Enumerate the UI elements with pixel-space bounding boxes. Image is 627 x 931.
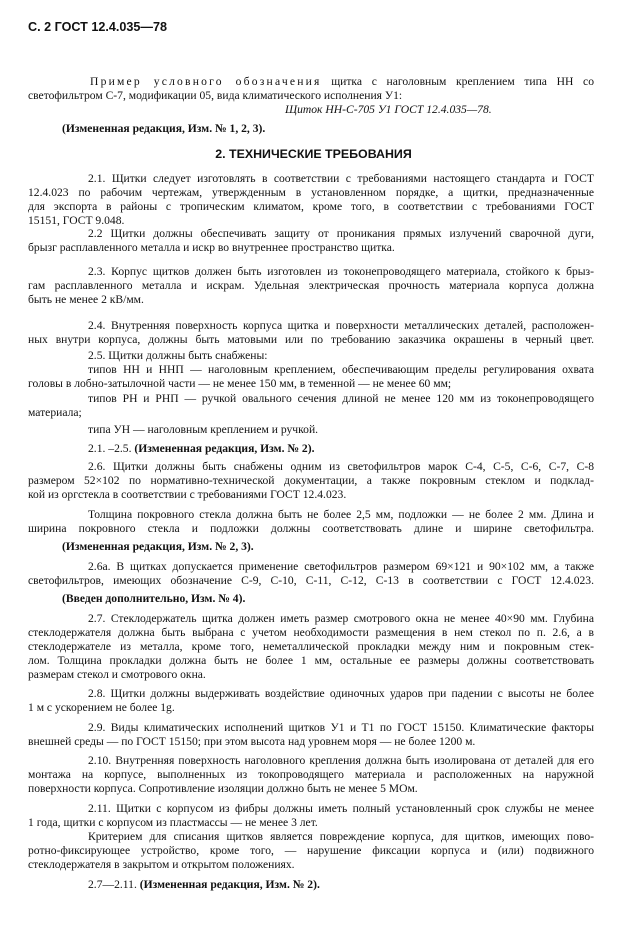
line-text: 2.6. Щитки должны быть снабжены одним из светофильтров марок С-4, С-5, С-6, С-7, С-8 — [88, 460, 594, 473]
text-line — [88, 423, 594, 437]
line-text: 1 м с ускорением не более 1g. — [28, 701, 175, 714]
text-line — [28, 654, 594, 668]
text-line — [28, 377, 594, 391]
line-text: ротно-фиксирующее устройство, кроме того, — нарушение фиксации корпуса и (или) подвижного — [28, 844, 594, 857]
line-text: 12.4.023 по рабочим чертежам, утвержденным в установленном порядке, а щитки, предназначенные — [28, 186, 594, 199]
text-line — [28, 200, 594, 214]
line-text: типов РН и РНП — ручкой овального сечения длиной не менее 120 мм из токонепроводящего — [88, 392, 594, 405]
text-line — [88, 802, 594, 816]
line-text: светофильтров, имеющих обозначение С-9, С-10, С-11, С-12, С-13 в соответствии с ГОСТ 12.4.023. — [28, 574, 594, 587]
text-line — [28, 279, 594, 293]
line-text: головы в лобно-затылочной части — не менее 150 мм, в теменной — не менее 60 мм; — [28, 377, 452, 390]
text-line — [88, 754, 594, 768]
line-text: стеклодержателя должна быть выбрана с учетом необходимости размещения в нем стекол по п. 2.6, а в — [28, 626, 594, 639]
line-text: внешней среды — по ГОСТ 15150; при этом высота над уровнем моря — не более 1200 м. — [28, 735, 476, 748]
line-text: гам расплавленного металла и искрам. Удельная электрическая прочность материала корпуса должна — [28, 279, 594, 292]
text-line — [28, 668, 594, 682]
text-line — [28, 735, 594, 749]
line-text: ширина покровного стекла и подложки должны соответствовать длине и ширине светофильтра. — [28, 522, 594, 535]
text-line — [88, 560, 594, 574]
edit-note: (Измененная редакция, Изм. № 2). — [139, 878, 320, 891]
text-line — [88, 392, 594, 406]
text-line — [28, 186, 594, 200]
page-header: С. 2 ГОСТ 12.4.035—78 — [28, 20, 167, 34]
edit-note: (Измененная редакция, Изм. № 2). — [134, 442, 315, 455]
text-line — [28, 522, 594, 536]
line-text: поверхности корпуса. Сопротивление изоляции должно быть не менее 5 МОм. — [28, 782, 418, 795]
edit-note: (Измененная редакция, Изм. № 2, 3). — [62, 540, 254, 553]
text-line — [28, 241, 594, 255]
text-line — [28, 293, 594, 307]
line-text: типов НН и ННП — наголовным креплением, обеспечивающим пределы регулирования охвата — [88, 363, 594, 376]
line-text: 15151, ГОСТ 9.048. — [28, 214, 125, 227]
text-line — [88, 460, 594, 474]
line-text: стеклодержателе из металла, кроме того, неметаллической прокладки между ним и покровным стек- — [28, 640, 594, 653]
line-text: лом. Толщина прокладки должна быть не более 1 мм, остальные ее размеры должны соответствовать — [28, 654, 594, 667]
line-text: 2.10. Внутренняя поверхность наголовного крепления должна быть изолирована от деталей для его — [88, 754, 594, 767]
line-text: брызг расплавленного металла и искр во внутреннее пространство щитка. — [28, 241, 395, 254]
line-text: 2.1. –2.5. — [88, 442, 135, 455]
text-line — [88, 442, 594, 456]
line-text: 2.8. Щитки должны выдерживать воздействие одиночных ударов при падении с высоты не более — [88, 687, 594, 700]
line-text: материала; — [28, 406, 82, 419]
text-line — [28, 782, 594, 796]
line-text: 2.6а. В щитках допускается применение светофильтров размером 69×121 и 90×102 мм, а также — [88, 560, 594, 573]
line-text: 2.4. Внутренняя поверхность корпуса щитка и поверхности металлических деталей, расположен- — [88, 319, 594, 332]
text-line — [88, 265, 594, 279]
text-line — [28, 214, 594, 228]
example-edit-note: (Измененная редакция, Изм. № 1, 2, 3). — [62, 122, 266, 135]
text-line — [88, 349, 594, 363]
example-designation: Щиток НН-С-705 У1 ГОСТ 12.4.035—78. — [285, 103, 492, 116]
line-text: 1 года, щитки с корпусом из пластмассы — не менее 3 лет. — [28, 816, 318, 829]
line-text: монтажа на корпусе, выполненных из токопроводящего материала и расположенных на наружной — [28, 768, 594, 781]
text-line — [28, 640, 594, 654]
text-line — [88, 227, 594, 241]
text-line — [88, 687, 594, 701]
text-line — [88, 172, 594, 186]
text-line — [88, 508, 594, 522]
line-text: 2.5. Щитки должны быть снабжены: — [88, 349, 268, 362]
text-line — [88, 363, 594, 377]
line-text: быть не менее 2 кВ/мм. — [28, 293, 144, 306]
line-text: размером 52×102 по нормативно-технической документации, а также покровным стеклом и подклад- — [28, 474, 594, 487]
line-text: 2.7. Стеклодержатель щитка должен иметь размер смотрового окна не менее 40×90 мм. Глубина — [88, 612, 594, 625]
line-text: ных внутри корпуса, должны быть матовыми или по требованию заказчика окрашены в черный цвет. — [28, 333, 594, 346]
line-text: 2.3. Корпус щитков должен быть изготовлен из токонепроводящего материала, стойкого к брыз- — [88, 265, 594, 278]
text-line — [28, 768, 594, 782]
text-line — [88, 830, 594, 844]
text-line — [28, 858, 594, 872]
text-line — [28, 333, 594, 347]
line-text: 2.9. Виды климатических исполнений щитков У1 и Т1 по ГОСТ 15150. Климатические факторы — [88, 721, 594, 734]
line-text: 2.2 Щитки должны обеспечивать защиту от проникания прямых излучений сварочной дуги, — [88, 227, 594, 240]
text-line — [28, 626, 594, 640]
text-line — [28, 844, 594, 858]
line-text: Критерием для списания щитков является повреждение корпуса, для щитков, имеющих пово- — [88, 830, 594, 843]
text-line — [62, 592, 594, 606]
text-line — [28, 574, 594, 588]
example-line-2: светофильтром С-7, модификации 05, вида климатического исполнения У1: — [28, 89, 403, 102]
text-line — [88, 319, 594, 333]
text-line — [28, 701, 594, 715]
text-line — [88, 878, 594, 892]
line-text: 2.1. Щитки следует изготовлять в соответствии с требованиями настоящего стандарта и ГОСТ — [88, 172, 594, 185]
text-line — [62, 540, 594, 554]
line-text: Толщина покровного стекла должна быть не более 2,5 мм, подложки — не более 2 мм. Длина и — [88, 508, 594, 521]
text-line — [28, 816, 594, 830]
text-line — [28, 488, 594, 502]
line-text: 2.7—2.11. — [88, 878, 140, 891]
section-title: 2. ТЕХНИЧЕСКИЕ ТРЕБОВАНИЯ — [215, 147, 412, 161]
line-text: кой из оргстекла в соответствии с требованиями ГОСТ 12.4.023. — [28, 488, 347, 501]
example-line-1 — [90, 75, 594, 89]
text-line — [28, 406, 594, 420]
text-line — [88, 612, 594, 626]
edit-note: (Введен дополнительно, Изм. № 4). — [62, 592, 246, 605]
line-text: размерам стекол и смотрового окна. — [28, 668, 206, 681]
text-line — [28, 474, 594, 488]
line-text: типа УН — наголовным креплением и ручкой. — [88, 423, 319, 436]
text-line — [88, 721, 594, 735]
line-text: 2.11. Щитки с корпусом из фибры должны иметь полный установленный срок службы не менее — [88, 802, 594, 815]
example-caption: Пример условного обозначения — [90, 75, 322, 88]
line-text: стеклодержателя в закрытом и открытом положениях. — [28, 858, 295, 871]
example-line-1-rest: щитка с наголовным креплением типа НН со — [321, 75, 594, 88]
line-text: для экспорта в районы с тропическим климатом, кроме того, в соответствии с требованиями ГОСТ — [28, 200, 594, 213]
